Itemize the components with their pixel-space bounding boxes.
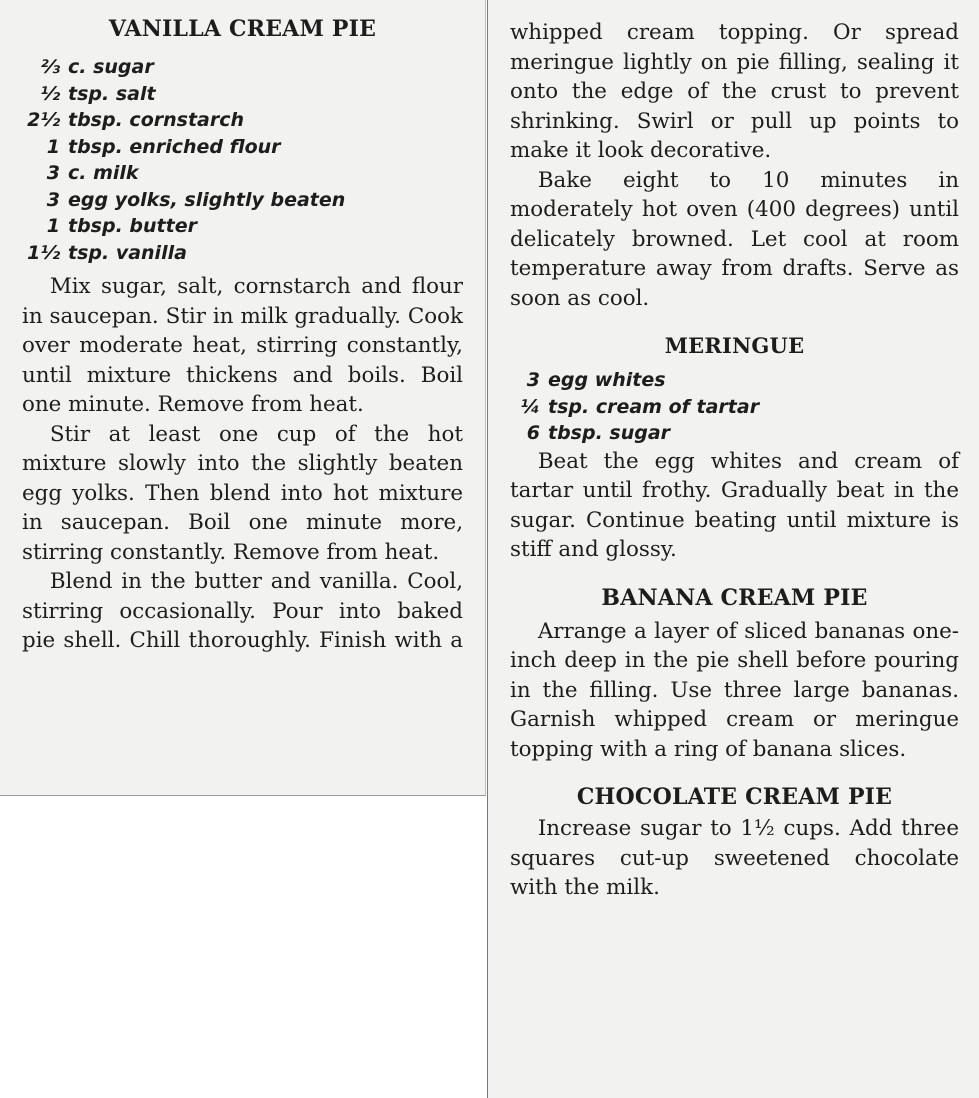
ingredient-item: tsp. vanilla bbox=[68, 241, 187, 264]
right-column-clipping bbox=[487, 0, 979, 1098]
ingredient-item: tsp. salt bbox=[68, 82, 156, 105]
ingredient-item: egg whites bbox=[548, 369, 666, 391]
ingredient-item: c. sugar bbox=[68, 56, 154, 78]
meringue-ingredient-list bbox=[488, 367, 959, 447]
ingredient-line bbox=[8, 213, 463, 240]
ingredient-qty: 1½ bbox=[27, 241, 60, 264]
ingredient-line bbox=[8, 134, 463, 161]
ingredient-line bbox=[8, 160, 463, 187]
vanilla-paragraph: Blend in the butter and vanilla. Cool, stirring occasionally. Pour into baked pie shell. Chill thoroughly. Finish with a bbox=[22, 569, 463, 653]
ingredient-item: c. milk bbox=[68, 162, 139, 184]
ingredient-line bbox=[8, 107, 463, 134]
vanilla-paragraph: Mix sugar, salt, cornstarch and flour in saucepan. Stir in milk gradually. Cook over moderate heat, stirring constantly, until mixture thickens and boils. Boil one minute. Remove from heat. bbox=[22, 274, 463, 417]
ingredient-item: tbsp. enriched flour bbox=[68, 135, 281, 158]
vanilla-continued-paragraph: Bake eight to 10 minutes in moderately hot oven (400 degrees) until delicately browned. Let cool at room temperature away from drafts. Serve as soon as cool. bbox=[510, 167, 959, 311]
banana-paragraph: Arrange a layer of sliced bananas one-inch deep in the pie shell before pouring in the filling. Use three large bananas. Garnish whipped cream or meringue topping with a ring of banana slices. bbox=[510, 618, 959, 762]
ingredient-line bbox=[8, 240, 463, 267]
meringue-title: MERINGUE bbox=[664, 333, 805, 358]
ingredient-qty: 3 bbox=[46, 162, 60, 184]
vanilla-ingredient-list bbox=[8, 54, 463, 266]
vanilla-continued-paragraph: whipped cream topping. Or spread meringue lightly on pie filling, sealing it onto the edge of the crust to prevent shrinking. Swirl or pull up points to make it look decorative. bbox=[510, 20, 959, 163]
ingredient-line bbox=[488, 394, 959, 421]
ingredient-line bbox=[8, 54, 463, 81]
meringue-paragraph: Beat the egg whites and cream of tartar until frothy. Gradually beat in the sugar. Continue beating until mixture is stiff and glossy. bbox=[510, 448, 959, 562]
chocolate-paragraph: Increase sugar to 1½ cups. Add three squares cut-up sweetened chocolate with the milk. bbox=[510, 816, 959, 900]
ingredient-line bbox=[488, 420, 959, 447]
ingredient-line bbox=[488, 367, 959, 394]
ingredient-line bbox=[8, 81, 463, 108]
ingredient-qty: 2½ bbox=[27, 109, 60, 131]
chocolate-title: CHOCOLATE CREAM PIE bbox=[576, 784, 893, 810]
left-column-clipping bbox=[0, 0, 486, 796]
ingredient-item: tbsp. cornstarch bbox=[68, 109, 245, 131]
ingredient-qty: ½ bbox=[40, 82, 60, 105]
ingredient-qty: 1 bbox=[46, 135, 60, 158]
ingredient-item: tsp. cream of tartar bbox=[548, 395, 760, 418]
ingredient-item: tbsp. sugar bbox=[548, 422, 671, 444]
ingredient-qty: 3 bbox=[526, 369, 540, 391]
ingredient-item: tbsp. butter bbox=[68, 215, 197, 237]
ingredient-qty: 1 bbox=[46, 215, 60, 237]
ingredient-qty: ¼ bbox=[520, 395, 540, 418]
ingredient-item: egg yolks, slightly beaten bbox=[68, 188, 346, 211]
ingredient-qty: 3 bbox=[46, 188, 60, 211]
vanilla-title: VANILLA CREAM PIE bbox=[108, 16, 377, 42]
banana-title: BANANA CREAM PIE bbox=[601, 584, 868, 611]
ingredient-qty: 6 bbox=[526, 422, 540, 444]
vanilla-paragraph: Stir at least one cup of the hot mixture slowly into the slightly beaten egg yolks. Then blend into hot mixture in saucepan. Boil one minute more, stirring constantly. Remove from heat. bbox=[22, 421, 463, 565]
ingredient-line bbox=[8, 187, 463, 214]
ingredient-qty: ⅔ bbox=[40, 56, 60, 78]
